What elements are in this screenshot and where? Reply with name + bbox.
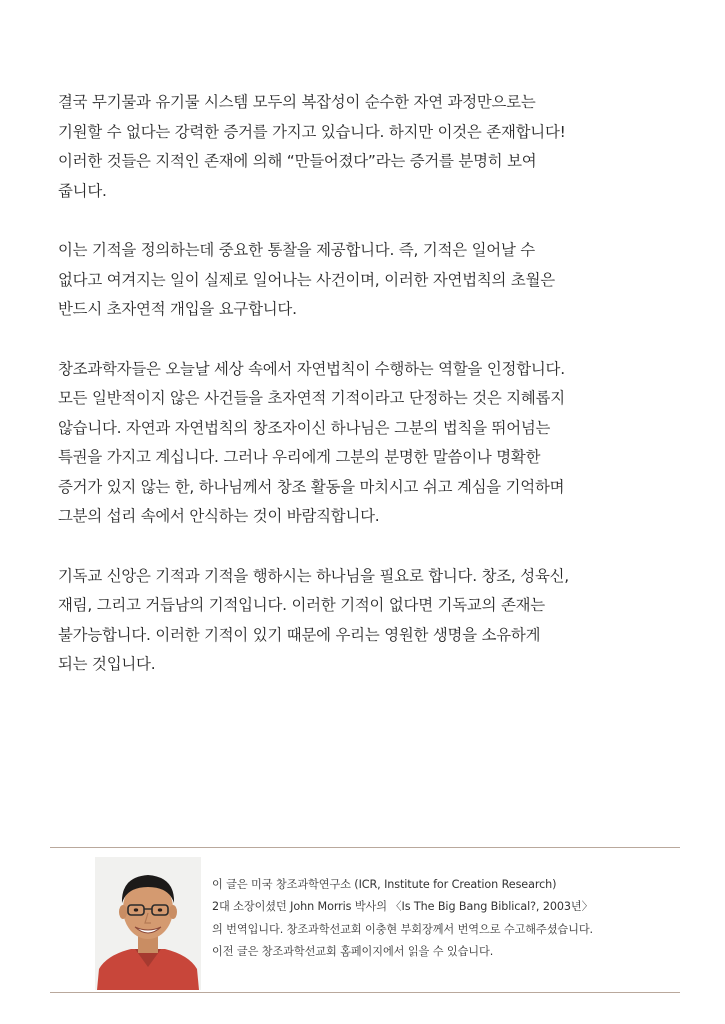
text-line: 되는 것입니다. — [58, 655, 156, 673]
text-line: 증거가 있지 않는 한, 하나님께서 창조 활동을 마치시고 쉬고 계심을 기억하며 — [58, 477, 565, 496]
text-line: 결국 무기물과 유기물 시스템 모두의 복잡성이 순수한 자연 과정만으로는 — [58, 93, 536, 111]
text-line: 그분의 섭리 속에서 안식하는 것이 바람직합니다. — [58, 507, 380, 525]
text-line: 기원할 수 없다는 강력한 증거를 가지고 있습니다. 하지만 이것은 존재합니다! — [58, 122, 566, 141]
paragraph-4 — [58, 562, 678, 680]
author-note-line: 2대 소장이셨던 John Morris 박사의 〈Is The Big Bang Biblical?, 2003년〉 — [212, 900, 593, 914]
paragraph-3 — [58, 355, 678, 532]
author-photo — [95, 857, 201, 990]
text-line: 모든 일반적이지 않은 사건들을 초자연적 기적이라고 단정하는 것은 지혜롭지 — [58, 389, 565, 407]
text-line: 없다고 여겨지는 일이 실제로 일어나는 사건이며, 이러한 자연법칙의 초월은 — [58, 270, 555, 289]
text-line: 불가능합니다. 이러한 기적이 있기 때문에 우리는 영원한 생명을 소유하게 — [58, 625, 541, 644]
text-line: 기독교 신앙은 기적과 기적을 행하시는 하나님을 필요로 합니다. 창조, 성육신, — [58, 566, 569, 585]
author-note — [212, 874, 682, 963]
text-line: 특권을 가지고 계십니다. 그러나 우리에게 그분의 분명한 말씀이나 명확한 — [58, 448, 541, 466]
text-line: 이러한 것들은 지적인 존재에 의해 “만들어졌다”라는 증거를 분명히 보여 — [58, 152, 537, 170]
footer-top-divider — [50, 847, 680, 848]
text-line: 재림, 그리고 거듭남의 기적입니다. 이러한 기적이 없다면 기독교의 존재는 — [58, 596, 545, 614]
author-portrait-image — [95, 857, 201, 990]
text-line: 이는 기적을 정의하는데 중요한 통찰을 제공합니다. 즉, 기적은 일어날 수 — [58, 241, 535, 259]
text-line: 창조과학자들은 오늘날 세상 속에서 자연법칙이 수행하는 역할을 인정합니다. — [58, 359, 565, 378]
footer-bottom-divider — [50, 992, 680, 993]
author-note-line: 의 번역입니다. 창조과학선교회 이충현 부회장께서 번역으로 수고해주셨습니다. — [212, 922, 593, 936]
text-line: 않습니다. 자연과 자연법칙의 창조자이신 하나님은 그분의 법칙을 뛰어넘는 — [58, 418, 551, 437]
paragraph-2 — [58, 236, 678, 325]
article-body — [58, 88, 678, 710]
text-line: 줍니다. — [58, 181, 107, 200]
paragraph-1 — [58, 88, 678, 206]
author-note-line: 이 글은 미국 창조과학연구소 (ICR, Institute for Creation Research) — [212, 878, 557, 891]
author-note-line: 이전 글은 창조과학선교회 홈페이지에서 읽을 수 있습니다. — [212, 944, 494, 958]
text-line: 반드시 초자연적 개입을 요구합니다. — [58, 300, 297, 318]
